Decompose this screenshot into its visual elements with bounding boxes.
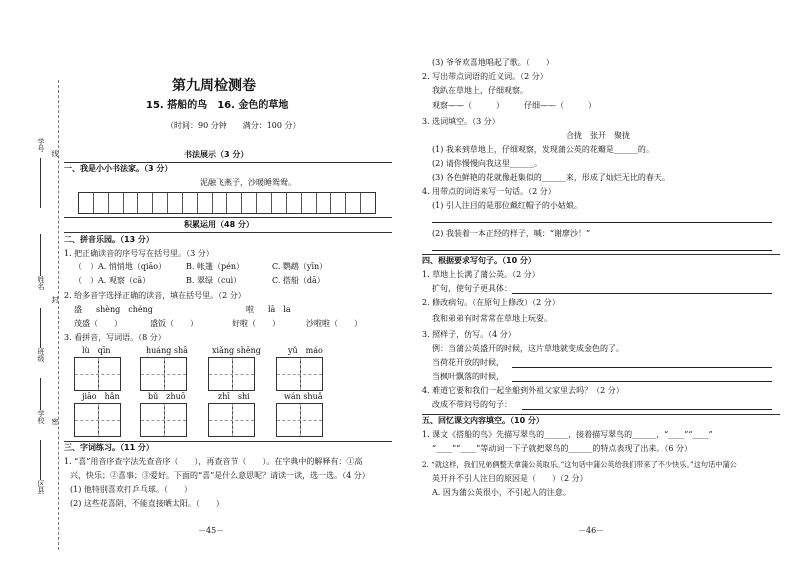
s4-q2-sentence[interactable]: 我和弟弟有时常常在草地上玩耍。	[432, 314, 552, 323]
class-field[interactable]	[40, 308, 41, 348]
section-1-title: 一、我是小小书法家。（3 分）	[64, 164, 173, 173]
q2-char-2: 啦	[246, 305, 254, 314]
section-3-title: 三、字词练习。（11 分）	[64, 443, 154, 452]
section-5-title: 五、回忆课文内容填空。（10 分）	[422, 416, 544, 425]
q1-option-e[interactable]: B. 翠绿（cuì）	[186, 276, 242, 285]
page-title: 第九周检测卷	[172, 78, 256, 94]
q2-char-1: 盛	[74, 305, 82, 314]
page-number: －46－	[578, 526, 605, 535]
answer-line[interactable]	[512, 293, 772, 294]
calligraphy-header: 书法展示（3 分）	[184, 150, 249, 159]
q2-prompt: 2. 给多音字选择正确的读音，填在括号里。（2 分）	[64, 291, 246, 300]
r2-prompt: 2. 写出带点词语的近义词。（2 分）	[422, 72, 548, 81]
s4-q4: 4. 难道它要和我们一起坐船到外祖父家里去吗？（2 分）	[422, 386, 624, 395]
calligraphy-grid[interactable]	[78, 192, 376, 214]
q1-option-b[interactable]: B. 帐篷（pén）	[186, 262, 244, 271]
pinyin-label: zhī shi	[218, 392, 250, 401]
q1-prompt: 1. 把正确读音的序号写在括号里。（3 分）	[64, 249, 214, 258]
q2-word-4[interactable]: 沙啦啦（ ）	[306, 319, 362, 328]
q2-pinyin-1: shèng chéng	[96, 305, 153, 314]
binding-margin	[22, 80, 62, 550]
s4-q4-instruction: 改成不带问号的句子：	[432, 400, 512, 409]
section-divider	[422, 254, 780, 255]
time-score: （时间：90 分钟 满分：100 分）	[166, 121, 301, 130]
lesson-subtitle: 15. 搭船的鸟 16. 金色的草地	[146, 100, 289, 111]
s3-q1-line2: 兴，快乐；②喜事；③爱好。下面的“喜”是什么意思呢？请读一读，选一选。（4 分）	[70, 471, 370, 480]
seal-mark-1: 封	[51, 296, 59, 303]
name-field[interactable]	[40, 234, 41, 276]
district-field[interactable]	[40, 440, 41, 480]
s5-q2-line1: 2. “就这样，我们兄弟俩整天拿蒲公英取乐。”这句话中蒲公英给我们带来了不少快乐。”这句话中蒲公	[422, 460, 737, 469]
r4-item-1: (1) 引人注目的是那位戴红帽子的小姑娘。	[432, 201, 582, 210]
s3-q1-item-a[interactable]: (1) 他特别喜欢打乒乓球。（ ）	[70, 485, 192, 494]
r2-sentence: 我趴在草地上，仔细观察。	[432, 86, 528, 95]
q1-option-c[interactable]: C. 鹦鹉（yīn）	[272, 262, 328, 271]
s4-q3-line1: 当荷花开放的时候，	[432, 358, 504, 367]
pinyin-label: bǔ zhuō	[148, 392, 186, 401]
student-id-label: 学号	[37, 138, 45, 152]
section-4-title: 四、根据要求写句子。（10 分）	[422, 256, 536, 265]
writing-box[interactable]	[140, 403, 187, 437]
r3-prompt: 3. 选词填空。（3 分）	[422, 117, 500, 126]
school-field[interactable]	[40, 378, 41, 410]
binding-dashed-line	[58, 80, 59, 550]
district-label: 区县	[37, 480, 45, 494]
accumulation-header: 积累运用（48 分）	[184, 220, 254, 229]
s4-q1: 1. 草地上长满了蒲公英。（2 分）	[422, 270, 540, 279]
q3-prompt: 3. 看拼音，写词语。（8 分）	[64, 333, 166, 342]
answer-line[interactable]	[432, 250, 772, 251]
s4-q3-example: 例：当蒲公英盛开的时候，这片草地就变成金色的了。	[432, 344, 624, 353]
section-divider	[64, 162, 392, 163]
s4-q3: 3. 照样子，仿写。（4 分）	[422, 330, 516, 339]
q2-word-2[interactable]: 盛饭（ ）	[150, 319, 198, 328]
writing-box[interactable]	[208, 403, 255, 437]
school-label: 学校	[37, 410, 45, 424]
r1-item-c[interactable]: (3) 爷爷欢喜地唱起了歌。（ ）	[432, 58, 554, 67]
writing-box[interactable]	[140, 357, 187, 391]
writing-box[interactable]	[74, 357, 121, 391]
pinyin-label: yǔ máo	[288, 346, 323, 355]
section-divider	[64, 232, 392, 233]
s5-q2-option-a[interactable]: A. 因为蒲公英很小，不引起人的注意。	[432, 488, 571, 497]
r2-answers[interactable]: 观察——（ ） 仔细——（ ）	[432, 101, 596, 110]
seal-mark-2: 密	[51, 418, 59, 425]
s3-q1-item-b[interactable]: (2) 这些花喜阴，不能直接晒太阳。（ ）	[70, 499, 224, 508]
answer-line[interactable]	[512, 381, 772, 382]
section-2-title: 二、拼音乐园。（13 分）	[64, 235, 154, 244]
section-divider	[422, 414, 780, 415]
s4-q3-line2: 当枫叶飘落的时候，	[432, 372, 504, 381]
pinyin-label: jiāo hǎn	[82, 392, 120, 401]
s5-q1-line1[interactable]: 1. 课文《搭船的鸟》先描写翠鸟的______，接着描写翠鸟的______，“____”“____”	[422, 430, 713, 439]
s3-q1-line1: 1. “喜”用音序查字法先查音序（ ），再查音节（ ）。在字典中的解释有：①高	[64, 457, 363, 466]
r4-prompt: 4. 用带点的词语来写一句话。（2 分）	[422, 187, 556, 196]
pinyin-label: huáng shā	[146, 346, 188, 355]
pinyin-label: wán shuǎ	[284, 392, 323, 401]
answer-line[interactable]	[522, 409, 772, 410]
fold-line-mark: 线	[51, 150, 59, 157]
q1-option-a[interactable]: （ ）A. 悄悄地（qiāo）	[74, 262, 167, 271]
answer-line[interactable]	[432, 222, 772, 223]
s5-q2-line2[interactable]: 英开并不引人注目的原因是（ ）（2 分）	[432, 474, 588, 483]
writing-box[interactable]	[276, 403, 323, 437]
r3-item-3[interactable]: (3) 各色鲜艳的花就像赶集似的______来，形成了灿烂无比的春天。	[432, 173, 670, 182]
writing-box[interactable]	[74, 403, 121, 437]
pinyin-label: lù qīn	[82, 346, 111, 355]
r4-item-2: (2) 我装着一本正经的样子，喊：“谢廖沙！”	[432, 229, 591, 238]
pinyin-label: xiǎng shēng	[212, 346, 261, 355]
s4-q2: 2. 修改病句。（在原句上修改）（2 分）	[422, 298, 560, 307]
class-label: 班级	[37, 348, 45, 362]
answer-line[interactable]	[512, 367, 772, 368]
writing-box[interactable]	[208, 357, 255, 391]
s5-q1-line2[interactable]: “____”“____”等动词一下子就把翠鸟的______的特点表现了出来。（6 分）	[432, 444, 692, 453]
section-divider	[64, 217, 392, 218]
s4-q1-instruction: 扩句，使句子更具体：	[432, 284, 512, 293]
name-label: 姓名	[37, 276, 45, 290]
q1-option-f[interactable]: C. 搭船（dā）	[272, 276, 325, 285]
q2-word-3[interactable]: 好啦（ ）	[232, 319, 280, 328]
writing-box[interactable]	[276, 357, 323, 391]
q2-pinyin-2: lā la	[268, 305, 291, 314]
r3-word-bank: 合拢 张开 聚拢	[566, 131, 630, 140]
q2-word-1[interactable]: 茂盛（ ）	[74, 319, 122, 328]
student-id-field[interactable]	[40, 158, 41, 208]
calligraphy-text: 泥融飞燕子，沙暖睡鸳鸯。	[200, 178, 296, 187]
section-divider	[64, 441, 392, 442]
page-number: －45－	[198, 526, 225, 535]
q1-option-d[interactable]: （ ）A. 观察（cā）	[74, 276, 151, 285]
r3-item-2[interactable]: (2) 请你慢慢向我这里______。	[432, 159, 542, 168]
r3-item-1[interactable]: (1) 我来到草地上，仔细观察，发现蒲公英的花瓣是______的。	[432, 145, 654, 154]
